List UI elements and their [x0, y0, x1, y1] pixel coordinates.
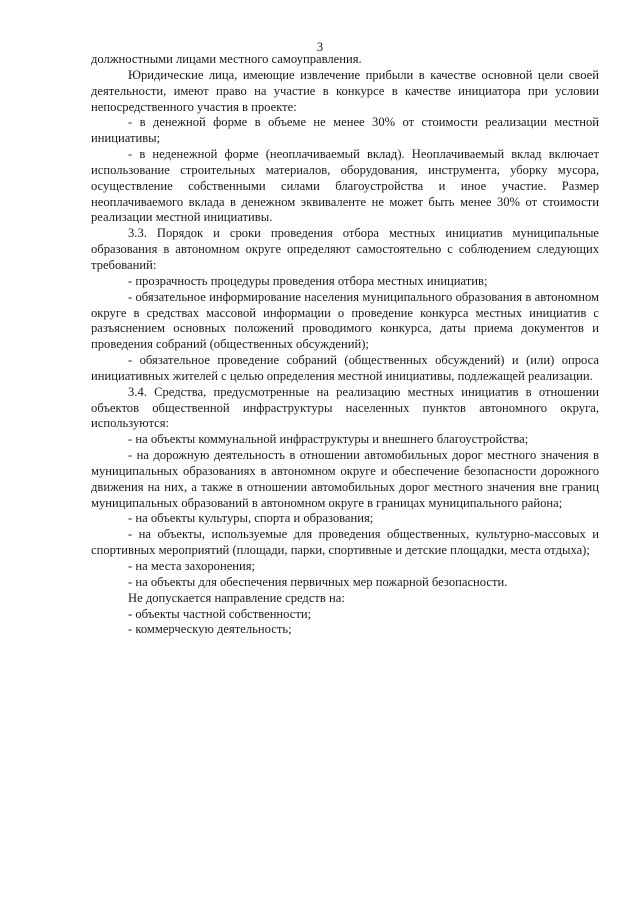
- list-item: - объекты частной собственности;: [128, 606, 312, 621]
- list-item: - обязательное проведение собраний (общественных обсуждений) и (или) опроса инициативных жителей с целью определения местной инициативы, подлежащей реализации.: [91, 353, 599, 383]
- list-item: - на места захоронения;: [128, 559, 256, 573]
- list-item: - на объекты для обеспечения первичных мер пожарной безопасности.: [128, 574, 508, 589]
- section-paragraph: 3.4. Средства, предусмотренные на реализацию местных инициатив в отношении объектов общественной инфраструктуры населенных пунктов автономного округа, используются:: [91, 384, 599, 431]
- list-item: - на дорожную деятельность в отношении автомобильных дорог местного значения в муниципальных образованиях в автономном округе и обеспечение безопасности дорожного движения на них, а также в отношении автомобильных дорог местного значения вне границ муниципальных образований в автономном округе в границах муниципального района;: [91, 448, 599, 510]
- list-item: - прозрачность процедуры проведения отбора местных инициатив;: [128, 273, 488, 288]
- list-item: - на объекты культуры, спорта и образования;: [128, 511, 374, 526]
- list-item: - на объекты, используемые для проведения общественных, культурно-массовых и спортивных мероприятий (площади, парки, спортивные и детские площадки, места отдыха);: [91, 527, 599, 558]
- list-item: - обязательное информирование населения муниципального образования в автономном округе в средствах массовой информации о проведение конкурса местных инициатив с разъяснением основных положений проводимого конкурса, даты приема документов и проведения собраний (общественных обсуждений);: [91, 289, 599, 352]
- list-item: - в неденежной форме (неоплачиваемый вклад). Неоплачиваемый вклад включает использование строительных материалов, оборудования, инструмента, уборку мусора, осуществление собственными силами благоустройства и иное участие. Размер неоплачиваемого вклада в денежном эквиваленте не может быть менее 30% от стоимости реализации местной инициативы.: [91, 147, 599, 225]
- body-text: [91, 52, 599, 638]
- page-number: 3: [316, 40, 324, 54]
- list-item: - в денежной форме в объеме не менее 30% от стоимости реализации местной инициативы;: [91, 115, 599, 146]
- list-item: - на объекты коммунальной инфраструктуры и внешнего благоустройства;: [128, 432, 529, 447]
- paragraph: Юридические лица, имеющие извлечение прибыли в качестве основной цели своей деятельности, имеют право на участие в конкурсе в качестве инициатора при условии непосредственного участия в проекте:: [91, 67, 599, 114]
- list-item: - коммерческую деятельность;: [128, 622, 292, 637]
- section-paragraph: 3.3. Порядок и сроки проведения отбора местных инициатив муниципальные образования в автономном округе определяют самостоятельно с соблюдением следующих требований:: [91, 226, 599, 272]
- paragraph: должностными лицами местного самоуправления.: [91, 52, 362, 66]
- paragraph: Не допускается направление средств на:: [128, 590, 345, 605]
